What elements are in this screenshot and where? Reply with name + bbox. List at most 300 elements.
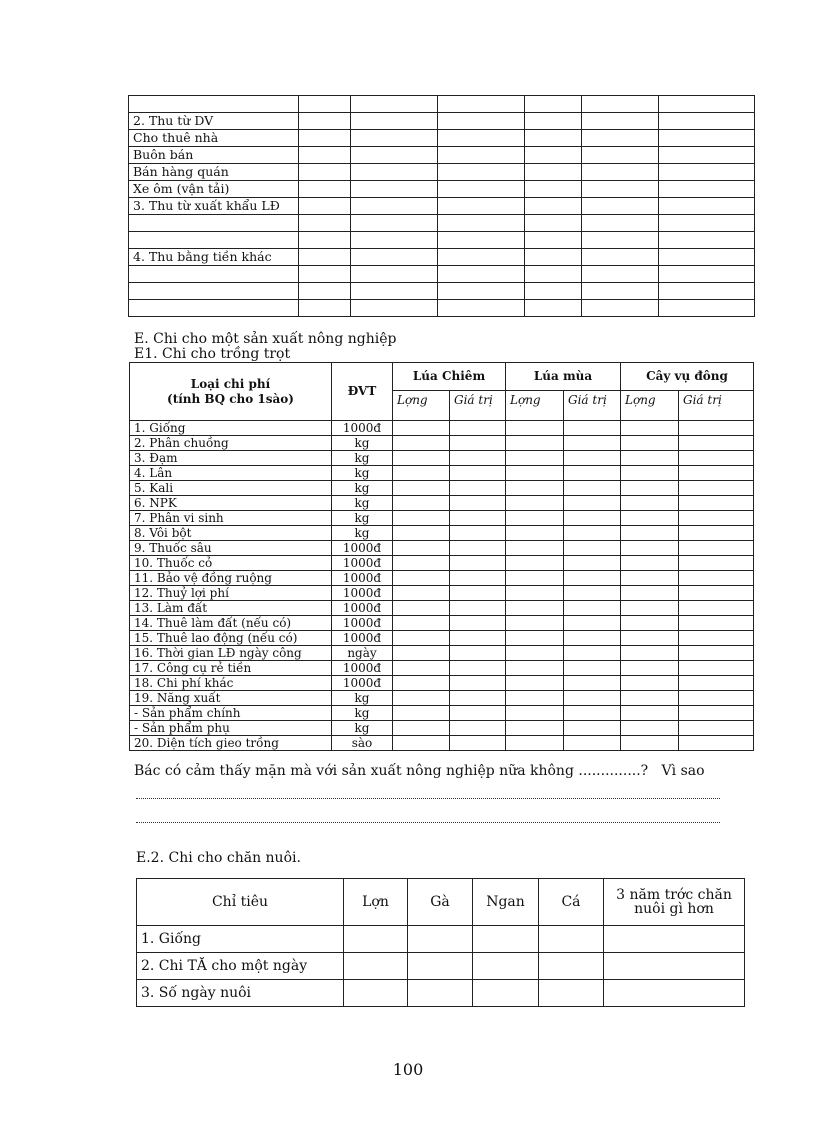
cost-item: 4. Lân [130, 466, 332, 481]
empty-cell [564, 436, 621, 451]
header-group-spring-rice: Lúa Chiêm [393, 363, 506, 391]
empty-cell [525, 113, 582, 130]
livestock-header: Cá [539, 879, 604, 926]
table-row [129, 283, 755, 300]
empty-cell [450, 601, 506, 616]
empty-cell [621, 601, 679, 616]
empty-cell [450, 616, 506, 631]
empty-cell [351, 181, 438, 198]
empty-cell [393, 421, 450, 436]
empty-cell [393, 616, 450, 631]
empty-cell [679, 691, 754, 706]
table-row [130, 571, 754, 586]
cost-unit: kg [332, 436, 393, 451]
cost-item: 1. Giống [130, 421, 332, 436]
empty-cell [506, 676, 564, 691]
livestock-table-body [137, 926, 745, 1007]
empty-cell [525, 249, 582, 266]
table-row [130, 691, 754, 706]
empty-cell [299, 266, 351, 283]
empty-cell [506, 526, 564, 541]
cost-item: 2. Phân chuồng [130, 436, 332, 451]
empty-cell [393, 676, 450, 691]
income-table [128, 95, 755, 317]
cost-item: 20. Diện tích gieo trồng [130, 736, 332, 751]
empty-cell [564, 631, 621, 646]
empty-cell [621, 721, 679, 736]
empty-cell [473, 953, 539, 980]
cost-unit: 1000đ [332, 571, 393, 586]
empty-cell [506, 556, 564, 571]
empty-cell [621, 676, 679, 691]
empty-cell [539, 926, 604, 953]
livestock-item: 1. Giống [137, 926, 344, 953]
empty-cell [621, 496, 679, 511]
table-row [129, 215, 755, 232]
cost-unit: kg [332, 706, 393, 721]
question-text [134, 763, 705, 779]
table-row [130, 601, 754, 616]
cost-item: 15. Thuê lao động (nếu có) [130, 631, 332, 646]
header-cost-type-line2: (tính BQ cho 1sào) [167, 391, 294, 406]
cost-unit: kg [332, 511, 393, 526]
empty-cell [299, 181, 351, 198]
empty-cell [679, 601, 754, 616]
empty-cell [564, 481, 621, 496]
empty-cell [393, 736, 450, 751]
table-row [130, 586, 754, 601]
empty-cell [351, 96, 438, 113]
empty-cell [621, 661, 679, 676]
cost-unit: kg [332, 496, 393, 511]
empty-cell [299, 232, 351, 249]
empty-cell [659, 249, 755, 266]
table-row [129, 164, 755, 181]
empty-cell [450, 646, 506, 661]
header-cost-type-line1: Loại chi phí [190, 376, 271, 391]
row-label [129, 96, 299, 113]
empty-cell [351, 130, 438, 147]
empty-cell [450, 586, 506, 601]
empty-cell [525, 232, 582, 249]
empty-cell [506, 736, 564, 751]
sub-qty: Lợng [393, 391, 450, 421]
empty-cell [299, 198, 351, 215]
empty-cell [621, 631, 679, 646]
empty-cell [621, 526, 679, 541]
empty-cell [659, 96, 755, 113]
empty-cell [564, 676, 621, 691]
empty-cell [679, 436, 754, 451]
empty-cell [582, 130, 659, 147]
empty-cell [621, 586, 679, 601]
empty-cell [393, 496, 450, 511]
empty-cell [679, 721, 754, 736]
empty-cell [564, 451, 621, 466]
empty-cell [659, 215, 755, 232]
empty-cell [564, 736, 621, 751]
empty-cell [659, 232, 755, 249]
empty-cell [582, 113, 659, 130]
section-e-title: E. Chi cho một sản xuất nông nghiệp [134, 331, 397, 347]
empty-cell [438, 266, 525, 283]
empty-cell [564, 661, 621, 676]
livestock-item: 2. Chi TĂ cho một ngày [137, 953, 344, 980]
empty-cell [604, 926, 745, 953]
sub-val: Giá trị [450, 391, 506, 421]
empty-cell [344, 980, 408, 1007]
empty-cell [506, 601, 564, 616]
empty-cell [525, 215, 582, 232]
empty-cell [525, 164, 582, 181]
empty-cell [582, 198, 659, 215]
empty-cell [450, 496, 506, 511]
empty-cell [564, 526, 621, 541]
empty-cell [299, 113, 351, 130]
empty-cell [438, 181, 525, 198]
empty-cell [621, 451, 679, 466]
empty-cell [450, 706, 506, 721]
empty-cell [438, 130, 525, 147]
section-e2-title: E.2. Chi cho chăn nuôi. [136, 850, 301, 866]
empty-cell [393, 721, 450, 736]
empty-cell [525, 181, 582, 198]
empty-cell [438, 300, 525, 317]
empty-cell [506, 691, 564, 706]
empty-cell [299, 215, 351, 232]
sub-val: Giá trị [564, 391, 621, 421]
table-row [129, 96, 755, 113]
table-row [129, 113, 755, 130]
empty-cell [393, 511, 450, 526]
crop-cost-table [129, 362, 754, 751]
empty-cell [438, 283, 525, 300]
empty-cell [621, 736, 679, 751]
empty-cell [659, 300, 755, 317]
empty-cell [506, 466, 564, 481]
cost-unit: 1000đ [332, 601, 393, 616]
empty-cell [473, 926, 539, 953]
empty-cell [299, 164, 351, 181]
row-label: 2. Thu từ DV [129, 113, 299, 130]
empty-cell [450, 676, 506, 691]
table-row [130, 676, 754, 691]
empty-cell [621, 466, 679, 481]
empty-cell [506, 721, 564, 736]
empty-cell [679, 451, 754, 466]
table-row [130, 646, 754, 661]
table-row [130, 496, 754, 511]
table-row [129, 249, 755, 266]
empty-cell [450, 511, 506, 526]
empty-cell [393, 541, 450, 556]
empty-cell [564, 511, 621, 526]
empty-cell [582, 147, 659, 164]
empty-cell [582, 300, 659, 317]
empty-cell [679, 631, 754, 646]
empty-cell [351, 164, 438, 181]
empty-cell [438, 113, 525, 130]
empty-cell [351, 300, 438, 317]
empty-cell [351, 113, 438, 130]
row-label [129, 266, 299, 283]
empty-cell [450, 721, 506, 736]
empty-cell [450, 421, 506, 436]
header-unit: ĐVT [332, 363, 393, 421]
row-label [129, 300, 299, 317]
header-cost-type [130, 363, 332, 421]
empty-cell [679, 421, 754, 436]
empty-cell [351, 283, 438, 300]
empty-cell [679, 541, 754, 556]
table-row [130, 481, 754, 496]
table-row [130, 466, 754, 481]
empty-cell [679, 526, 754, 541]
livestock-header-row [137, 879, 745, 926]
empty-cell [506, 481, 564, 496]
table-row [129, 198, 755, 215]
empty-cell [299, 147, 351, 164]
table-row [130, 541, 754, 556]
table-row [130, 556, 754, 571]
cost-unit: 1000đ [332, 676, 393, 691]
row-label: Xe ôm (vận tải) [129, 181, 299, 198]
empty-cell [450, 481, 506, 496]
empty-cell [621, 481, 679, 496]
empty-cell [351, 215, 438, 232]
empty-cell [525, 96, 582, 113]
empty-cell [351, 232, 438, 249]
header-group-autumn-rice: Lúa mùa [506, 363, 621, 391]
empty-cell [679, 466, 754, 481]
empty-cell [525, 300, 582, 317]
cost-item: 6. NPK [130, 496, 332, 511]
cost-item: 11. Bảo vệ đồng ruộng [130, 571, 332, 586]
empty-cell [506, 511, 564, 526]
empty-cell [679, 736, 754, 751]
empty-cell [438, 249, 525, 266]
empty-cell [450, 571, 506, 586]
table-row [129, 130, 755, 147]
table-row [130, 421, 754, 436]
empty-cell [679, 586, 754, 601]
empty-cell [659, 164, 755, 181]
empty-cell [393, 646, 450, 661]
table-row [130, 706, 754, 721]
empty-cell [408, 953, 473, 980]
empty-cell [564, 571, 621, 586]
empty-cell [564, 616, 621, 631]
livestock-header: Ngan [473, 879, 539, 926]
table-row [130, 616, 754, 631]
table-row [130, 631, 754, 646]
cost-unit: kg [332, 481, 393, 496]
empty-cell [393, 481, 450, 496]
empty-cell [564, 556, 621, 571]
empty-cell [679, 646, 754, 661]
empty-cell [506, 451, 564, 466]
empty-cell [438, 232, 525, 249]
empty-cell [408, 980, 473, 1007]
empty-cell [506, 631, 564, 646]
cost-item: 17. Công cụ rẻ tiền [130, 661, 332, 676]
row-label: 4. Thu bằng tiền khác [129, 249, 299, 266]
empty-cell [621, 541, 679, 556]
cost-unit: kg [332, 691, 393, 706]
table-row [130, 736, 754, 751]
section-e1-title: E1. Chi cho trồng trọt [134, 346, 291, 362]
empty-cell [393, 526, 450, 541]
table-row [130, 451, 754, 466]
empty-cell [393, 601, 450, 616]
empty-cell [299, 300, 351, 317]
empty-cell [582, 181, 659, 198]
empty-cell [506, 661, 564, 676]
sub-qty: Lợng [506, 391, 564, 421]
empty-cell [393, 451, 450, 466]
empty-cell [506, 586, 564, 601]
livestock-header: Gà [408, 879, 473, 926]
empty-cell [299, 249, 351, 266]
cost-item: 19. Năng xuất [130, 691, 332, 706]
empty-cell [582, 266, 659, 283]
empty-cell [450, 691, 506, 706]
livestock-header: Lợn [344, 879, 408, 926]
empty-cell [582, 283, 659, 300]
cost-item: 3. Đạm [130, 451, 332, 466]
table-row [130, 511, 754, 526]
empty-cell [393, 631, 450, 646]
cost-unit: kg [332, 721, 393, 736]
table-row [129, 232, 755, 249]
empty-cell [351, 266, 438, 283]
empty-cell [393, 586, 450, 601]
empty-cell [621, 421, 679, 436]
table-row [130, 436, 754, 451]
empty-cell [506, 541, 564, 556]
empty-cell [351, 147, 438, 164]
cost-unit: kg [332, 526, 393, 541]
cost-unit: kg [332, 451, 393, 466]
empty-cell [393, 556, 450, 571]
crop-table-body [130, 421, 754, 751]
empty-cell [564, 541, 621, 556]
empty-cell [659, 147, 755, 164]
empty-cell [582, 96, 659, 113]
empty-cell [408, 926, 473, 953]
empty-cell [450, 466, 506, 481]
table-row [129, 300, 755, 317]
empty-cell [679, 661, 754, 676]
empty-cell [621, 571, 679, 586]
empty-cell [659, 266, 755, 283]
empty-cell [621, 436, 679, 451]
empty-cell [438, 96, 525, 113]
empty-cell [450, 541, 506, 556]
empty-cell [679, 676, 754, 691]
question-why: Vì sao [661, 763, 705, 779]
row-label: 3. Thu từ xuất khẩu LĐ [129, 198, 299, 215]
empty-cell [450, 451, 506, 466]
table-row [137, 980, 745, 1007]
table-row [130, 526, 754, 541]
empty-cell [604, 953, 745, 980]
empty-cell [525, 283, 582, 300]
empty-cell [450, 736, 506, 751]
cost-item: 8. Vôi bột [130, 526, 332, 541]
empty-cell [539, 980, 604, 1007]
empty-cell [450, 526, 506, 541]
row-label [129, 283, 299, 300]
empty-cell [299, 283, 351, 300]
cost-unit: 1000đ [332, 586, 393, 601]
cost-unit: 1000đ [332, 541, 393, 556]
cost-item: 7. Phân vi sinh [130, 511, 332, 526]
empty-cell [679, 571, 754, 586]
empty-cell [506, 616, 564, 631]
cost-item: 9. Thuốc sâu [130, 541, 332, 556]
cost-item: 16. Thời gian LĐ ngày công [130, 646, 332, 661]
empty-cell [659, 198, 755, 215]
cost-unit: ngày [332, 646, 393, 661]
empty-cell [450, 556, 506, 571]
answer-line-2 [136, 821, 720, 823]
cost-item: 12. Thuỷ lợi phí [130, 586, 332, 601]
empty-cell [582, 215, 659, 232]
empty-cell [525, 266, 582, 283]
table-row [130, 661, 754, 676]
empty-cell [438, 215, 525, 232]
empty-cell [393, 436, 450, 451]
cost-item: 5. Kali [130, 481, 332, 496]
cost-unit: kg [332, 466, 393, 481]
row-label: Cho thuê nhà [129, 130, 299, 147]
empty-cell [525, 198, 582, 215]
livestock-table [136, 878, 745, 1007]
answer-line-1 [136, 797, 720, 799]
empty-cell [506, 421, 564, 436]
empty-cell [564, 601, 621, 616]
cost-item: 13. Làm đất [130, 601, 332, 616]
livestock-header: Chỉ tiêu [137, 879, 344, 926]
empty-cell [506, 496, 564, 511]
table-row [137, 926, 745, 953]
empty-cell [564, 706, 621, 721]
empty-cell [393, 571, 450, 586]
empty-cell [659, 130, 755, 147]
sub-qty: Lợng [621, 391, 679, 421]
empty-cell [679, 616, 754, 631]
empty-cell [679, 481, 754, 496]
table-row [129, 181, 755, 198]
sub-val: Giá trị [679, 391, 754, 421]
empty-cell [582, 164, 659, 181]
cost-unit: 1000đ [332, 631, 393, 646]
question-main: Bác có cảm thấy mặn mà với sản xuất nông nghiệp nữa không ..............? [134, 763, 649, 779]
empty-cell [344, 953, 408, 980]
empty-cell [393, 691, 450, 706]
empty-cell [621, 511, 679, 526]
empty-cell [582, 249, 659, 266]
empty-cell [299, 96, 351, 113]
row-label: Bán hàng quán [129, 164, 299, 181]
cost-unit: sào [332, 736, 393, 751]
empty-cell [659, 283, 755, 300]
cost-item: 14. Thuê làm đất (nếu có) [130, 616, 332, 631]
empty-cell [393, 706, 450, 721]
empty-cell [564, 466, 621, 481]
table-row [129, 266, 755, 283]
